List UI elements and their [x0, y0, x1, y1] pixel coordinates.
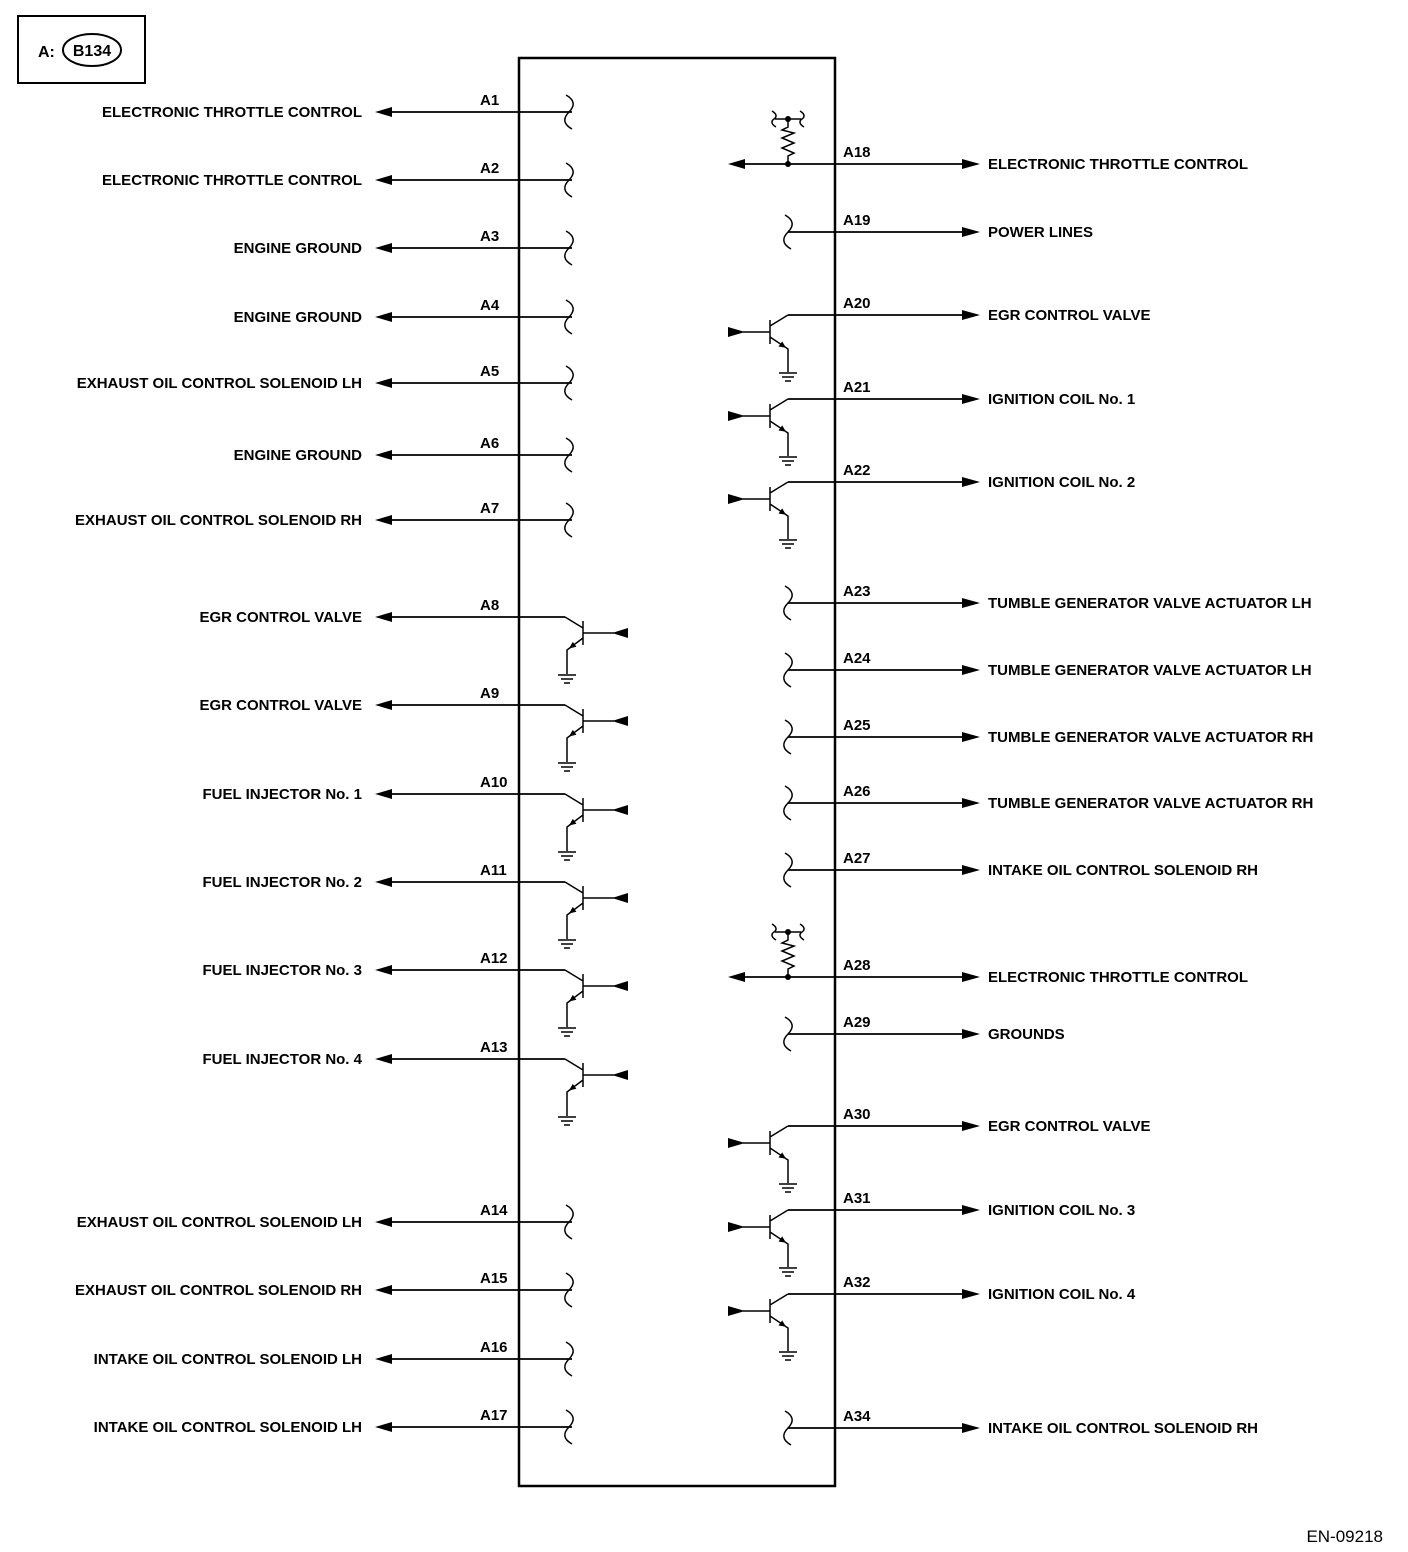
ground-symbol — [779, 1268, 797, 1276]
right-pin — [728, 924, 1248, 986]
pin-number: A26 — [843, 783, 871, 800]
resistor-zigzag — [782, 932, 794, 977]
right-pin — [728, 295, 1151, 381]
output-arrowhead — [962, 394, 980, 404]
base-input-arrowhead — [612, 716, 628, 726]
output-arrowhead — [375, 378, 392, 388]
right-pin — [728, 111, 1248, 173]
pin-number: A24 — [843, 650, 871, 667]
ground-symbol — [779, 540, 797, 548]
emitter-arrowhead — [779, 1236, 787, 1242]
transistor-symbol — [728, 482, 797, 548]
pin-number: A7 — [480, 500, 500, 517]
output-arrowhead — [375, 1054, 392, 1064]
output-arrowhead — [962, 865, 980, 875]
output-arrowhead — [962, 598, 980, 608]
ground-symbol — [558, 675, 576, 683]
pin-number: A3 — [480, 228, 500, 245]
transistor-symbol — [558, 617, 628, 683]
pin-destination-label: ELECTRONIC THROTTLE CONTROL — [102, 172, 362, 189]
emitter-arrowhead — [779, 1320, 787, 1326]
connector-id: B134 — [72, 43, 112, 60]
output-arrowhead — [962, 1205, 980, 1215]
pin-number: A22 — [843, 462, 871, 479]
right-pin — [728, 1190, 1135, 1276]
output-arrowhead — [962, 310, 980, 320]
pin-number: A10 — [480, 774, 508, 791]
ground-lines — [779, 457, 797, 465]
ground-symbol — [779, 457, 797, 465]
left-pin — [234, 435, 574, 472]
pin-number: A4 — [480, 297, 500, 314]
pin-destination-label: IGNITION COIL No. 4 — [988, 1286, 1136, 1303]
right-pin — [784, 1014, 1065, 1051]
pin-number: A34 — [843, 1408, 871, 1425]
pin-destination-label: IGNITION COIL No. 1 — [988, 391, 1136, 408]
pin-destination-label: EGR CONTROL VALVE — [988, 1118, 1151, 1135]
pin-number: A30 — [843, 1106, 871, 1123]
output-arrowhead — [375, 1285, 392, 1295]
pin-number: A28 — [843, 957, 871, 974]
pin-destination-label: TUMBLE GENERATOR VALVE ACTUATOR LH — [988, 662, 1312, 679]
left-pin — [75, 1270, 573, 1307]
base-input-arrowhead — [612, 628, 628, 638]
ground-symbol — [779, 1184, 797, 1192]
ground-symbol — [558, 852, 576, 860]
output-arrowhead — [375, 1354, 392, 1364]
transistor-symbol — [728, 399, 797, 465]
ground-symbol — [779, 1352, 797, 1360]
transistor-symbol — [728, 1210, 797, 1276]
pin-destination-label: INTAKE OIL CONTROL SOLENOID LH — [93, 1419, 362, 1436]
pin-number: A17 — [480, 1407, 508, 1424]
left-pin — [203, 1039, 628, 1125]
left-pin — [234, 297, 574, 334]
pin-destination-label: INTAKE OIL CONTROL SOLENOID RH — [988, 862, 1259, 879]
output-arrowhead — [375, 612, 392, 622]
base-input-arrowhead — [728, 411, 745, 421]
pin-number: A18 — [843, 144, 871, 161]
pin-number: A8 — [480, 597, 500, 614]
pin-destination-label: POWER LINES — [988, 224, 1094, 241]
pullup-resistor-symbol — [772, 111, 804, 167]
left-pin — [234, 228, 574, 265]
right-pin — [728, 1106, 1151, 1192]
output-arrowhead — [375, 515, 392, 525]
pin-destination-label: ENGINE GROUND — [233, 447, 362, 464]
pin-destination-label: ELECTRONIC THROTTLE CONTROL — [988, 156, 1248, 173]
base-input-arrowhead — [728, 327, 745, 337]
output-arrowhead — [962, 1029, 980, 1039]
pin-number: A9 — [480, 685, 500, 702]
pin-number: A25 — [843, 717, 871, 734]
ground-lines — [558, 852, 576, 860]
ground-lines — [779, 540, 797, 548]
ground-lines — [558, 1028, 576, 1036]
pin-destination-label: FUEL INJECTOR No. 4 — [202, 1051, 362, 1068]
pin-number: A6 — [480, 435, 500, 452]
pin-destination-label: TUMBLE GENERATOR VALVE ACTUATOR RH — [988, 729, 1314, 746]
output-arrowhead — [962, 477, 980, 487]
ground-lines — [558, 763, 576, 771]
ground-lines — [558, 1117, 576, 1125]
transistor-symbol — [728, 315, 797, 381]
ground-lines — [558, 940, 576, 948]
pin-number: A27 — [843, 850, 871, 867]
output-arrowhead — [375, 1217, 392, 1227]
connector-id-box — [18, 16, 145, 83]
ground-symbol — [558, 940, 576, 948]
pin-destination-label: GROUNDS — [988, 1026, 1065, 1043]
pin-destination-label: ENGINE GROUND — [233, 240, 362, 257]
right-pin — [784, 212, 1093, 249]
left-pin — [94, 1407, 574, 1444]
pin-destination-label: EXHAUST OIL CONTROL SOLENOID LH — [76, 1214, 362, 1231]
pin-destination-label: FUEL INJECTOR No. 2 — [202, 874, 362, 891]
output-arrowhead — [962, 798, 980, 808]
output-arrowhead — [375, 789, 392, 799]
left-pin-group — [75, 92, 628, 1444]
pin-destination-label: EXHAUST OIL CONTROL SOLENOID RH — [75, 512, 362, 529]
pin-destination-label: INTAKE OIL CONTROL SOLENOID LH — [93, 1351, 362, 1368]
base-input-arrowhead — [612, 893, 628, 903]
right-pin — [784, 717, 1313, 754]
pin-destination-label: FUEL INJECTOR No. 3 — [202, 962, 362, 979]
transistor-symbol — [558, 970, 628, 1036]
transistor-symbol — [728, 1294, 797, 1360]
base-input-arrowhead — [612, 1070, 628, 1080]
transistor-symbol — [558, 882, 628, 948]
pin-destination-label: EGR CONTROL VALVE — [199, 697, 362, 714]
ground-lines — [779, 373, 797, 381]
pin-number: A13 — [480, 1039, 508, 1056]
base-input-arrowhead — [612, 981, 628, 991]
right-pin — [728, 379, 1135, 465]
emitter-arrowhead — [779, 425, 787, 431]
right-pin — [784, 850, 1258, 887]
pin-number: A31 — [843, 1190, 871, 1207]
left-pin — [203, 950, 628, 1036]
right-pin-group — [728, 111, 1313, 1445]
pin-destination-label: ELECTRONIC THROTTLE CONTROL — [988, 969, 1248, 986]
output-arrowhead — [962, 665, 980, 675]
pin-number: A20 — [843, 295, 871, 312]
output-arrowhead — [962, 972, 980, 982]
ground-symbol — [558, 763, 576, 771]
pin-destination-label: ELECTRONIC THROTTLE CONTROL — [102, 104, 362, 121]
emitter-arrowhead — [779, 1152, 787, 1158]
figure-code: EN-09218 — [1306, 1527, 1383, 1546]
ground-symbol — [779, 373, 797, 381]
left-pin — [199, 597, 628, 683]
right-pin — [784, 783, 1313, 820]
pin-destination-label: TUMBLE GENERATOR VALVE ACTUATOR RH — [988, 795, 1314, 812]
pin-number: A1 — [480, 92, 500, 109]
output-arrowhead — [375, 1422, 392, 1432]
pin-number: A14 — [480, 1202, 508, 1219]
connector-prefix: A: — [38, 44, 55, 61]
ground-symbol — [558, 1028, 576, 1036]
output-arrowhead — [962, 732, 980, 742]
right-pin — [728, 462, 1135, 548]
base-input-arrowhead — [728, 1138, 745, 1148]
base-input-arrowhead — [612, 805, 628, 815]
pin-destination-label: EXHAUST OIL CONTROL SOLENOID LH — [76, 375, 362, 392]
transistor-symbol — [558, 794, 628, 860]
pin-number: A23 — [843, 583, 871, 600]
transistor-symbol — [728, 1126, 797, 1192]
ground-lines — [558, 675, 576, 683]
pin-destination-label: IGNITION COIL No. 3 — [988, 1202, 1136, 1219]
pin-number: A21 — [843, 379, 871, 396]
output-arrowhead — [962, 1423, 980, 1433]
emitter-arrowhead — [779, 341, 787, 347]
left-pin — [77, 1202, 573, 1239]
pin-destination-label: EXHAUST OIL CONTROL SOLENOID RH — [75, 1282, 362, 1299]
right-pin — [784, 650, 1312, 687]
emitter-arrowhead — [779, 508, 787, 514]
left-pin — [77, 363, 573, 400]
pin-number: A19 — [843, 212, 871, 229]
pin-number: A12 — [480, 950, 508, 967]
pin-number: A32 — [843, 1274, 871, 1291]
right-pin — [728, 1274, 1136, 1360]
pin-destination-label: IGNITION COIL No. 2 — [988, 474, 1136, 491]
left-pin — [102, 160, 573, 197]
output-arrowhead — [962, 159, 980, 169]
ground-lines — [779, 1352, 797, 1360]
input-arrowhead — [728, 972, 745, 982]
pin-number: A5 — [480, 363, 500, 380]
output-arrowhead — [375, 107, 392, 117]
pin-destination-label: TUMBLE GENERATOR VALVE ACTUATOR LH — [988, 595, 1312, 612]
resistor-zigzag — [782, 119, 794, 164]
pin-destination-label: EGR CONTROL VALVE — [199, 609, 362, 626]
base-input-arrowhead — [728, 494, 745, 504]
left-pin — [199, 685, 628, 771]
left-pin — [102, 92, 573, 129]
pullup-resistor-symbol — [772, 924, 804, 980]
pin-destination-label: INTAKE OIL CONTROL SOLENOID RH — [988, 1420, 1259, 1437]
output-arrowhead — [375, 243, 392, 253]
ground-lines — [779, 1184, 797, 1192]
input-arrowhead — [728, 159, 745, 169]
left-pin — [75, 500, 573, 537]
pin-number: A16 — [480, 1339, 508, 1356]
right-pin — [784, 1408, 1258, 1445]
output-arrowhead — [962, 1121, 980, 1131]
transistor-symbol — [558, 705, 628, 771]
output-arrowhead — [375, 175, 392, 185]
transistor-symbol — [558, 1059, 628, 1125]
base-input-arrowhead — [728, 1306, 745, 1316]
pin-number: A2 — [480, 160, 500, 177]
ground-lines — [779, 1268, 797, 1276]
left-pin — [94, 1339, 574, 1376]
pin-number: A15 — [480, 1270, 508, 1287]
output-arrowhead — [375, 700, 392, 710]
pin-destination-label: EGR CONTROL VALVE — [988, 307, 1151, 324]
left-pin — [203, 774, 628, 860]
left-pin — [203, 862, 628, 948]
output-arrowhead — [375, 450, 392, 460]
output-arrowhead — [375, 877, 392, 887]
pin-destination-label: FUEL INJECTOR No. 1 — [202, 786, 362, 803]
output-arrowhead — [375, 312, 392, 322]
base-input-arrowhead — [728, 1222, 745, 1232]
pin-number: A29 — [843, 1014, 871, 1031]
output-arrowhead — [375, 965, 392, 975]
pin-destination-label: ENGINE GROUND — [233, 309, 362, 326]
output-arrowhead — [962, 1289, 980, 1299]
right-pin — [784, 583, 1312, 620]
ground-symbol — [558, 1117, 576, 1125]
output-arrowhead — [962, 227, 980, 237]
pin-number: A11 — [480, 862, 507, 879]
